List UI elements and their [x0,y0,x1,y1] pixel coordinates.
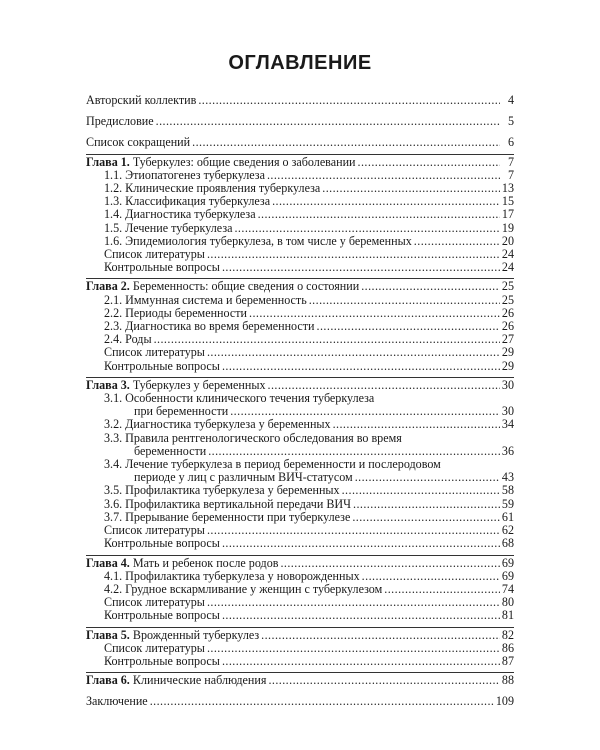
toc-page-number: 58 [501,483,514,498]
toc-leader [361,280,500,293]
toc-page-number: 24 [501,260,514,275]
toc-leader [156,115,500,128]
toc-leader [342,484,500,497]
toc-entry[interactable] [86,642,514,655]
chapter-title: Туберкулез у беременных [132,377,266,392]
toc-entry-text: Список литературы [104,640,205,655]
toc-chapter-2[interactable] [86,278,514,293]
toc-page-number: 20 [501,233,514,248]
toc-entry-3-4[interactable] [86,458,514,484]
toc-page-number: 15 [501,194,514,209]
toc-entry-text: Контрольные вопросы [104,653,220,668]
toc-leader [268,674,499,687]
toc-entry-text: Список литературы [104,595,205,610]
toc-leader [198,94,500,107]
toc-leader [222,609,500,622]
toc-entry-text: 1.6. Эпидемиология туберкулеза, в том числе у беременных [104,233,412,248]
toc-entry[interactable] [86,294,514,307]
toc-leader [207,596,500,609]
page-title: ОГЛАВЛЕНИЕ [228,52,372,74]
toc-leader [362,570,500,583]
toc-entry-text: Контрольные вопросы [104,358,220,373]
toc-entry-text: 4.2. Грудное вскармливание у женщин с туберкулезом [104,581,383,596]
toc-page-number: 6 [507,135,514,150]
chapter-label: Глава 6. [86,673,130,688]
toc-page-number: 29 [501,358,514,373]
toc-entry-text: 1.1. Этиопатогенез туберкулеза [104,167,265,182]
toc-entry-text: 3.6. Профилактика вертикальной передачи ВИЧ [104,496,352,511]
toc-entry-text: 3.4. Лечение туберкулеза в период беременности и послеродовом [104,457,441,472]
toc-leader [261,629,500,642]
toc-leader [192,136,500,149]
toc-page-number: 62 [501,523,514,538]
toc-entry-text: Заключение [86,694,148,709]
toc-page-number: 86 [501,640,514,655]
toc-chapter-3[interactable] [86,377,514,392]
toc-page-number: 34 [501,417,514,432]
toc-leader [150,695,494,708]
toc-entry-text: 1.4. Диагностика туберкулеза [104,207,256,222]
toc-entry-text: Контрольные вопросы [104,608,220,623]
toc-page-number: 26 [501,305,514,320]
toc-entry-authors[interactable] [86,94,514,107]
toc-leader [414,235,500,248]
toc-page-number: 68 [501,536,514,551]
toc-entry-text-cont: беременности [134,443,207,458]
toc-entry-text: Список литературы [104,523,205,538]
toc-leader [222,261,500,274]
toc-entry-text: 3.1. Особенности клинического течения туберкулеза [104,391,375,406]
toc-entry[interactable] [86,261,514,274]
chapter-title: Туберкулез: общие сведения о заболевании [132,154,356,169]
toc-entry[interactable] [86,498,514,511]
toc-leader [207,524,500,537]
toc-chapter-6[interactable] [86,672,514,687]
toc-page-number: 4 [507,93,514,107]
toc-entry-text: 2.2. Периоды беременности [104,305,247,320]
toc-entry-text: 2.3. Диагностика во время беременности [104,319,315,334]
toc-page-number: 87 [501,653,514,668]
toc-entry-3-1[interactable] [86,392,514,418]
toc-leader [353,498,500,511]
toc-entry[interactable] [86,609,514,622]
toc-entry-text: Контрольные вопросы [104,536,220,551]
toc-entry[interactable] [86,418,514,431]
toc-leader [355,471,500,484]
toc-leader [154,333,500,346]
toc-leader [222,537,500,550]
toc-page-number: 82 [501,627,514,642]
toc-leader [258,208,500,221]
toc-entry[interactable] [86,484,514,497]
toc-page-number: 59 [501,496,514,511]
toc-leader [333,418,500,431]
toc-leader [280,557,499,570]
toc-leader [207,642,500,655]
chapter-label: Глава 2. [86,279,130,294]
toc-leader [309,294,500,307]
chapter-label: Глава 4. [86,555,130,570]
toc-page-number: 5 [507,114,514,129]
toc-entry-text: 4.1. Профилактика туберкулеза у новорожденных [104,568,360,583]
toc-page-number: 19 [501,220,514,235]
toc-page-number: 69 [501,568,514,583]
toc-page-number: 36 [501,443,514,458]
toc-entry-text: Контрольные вопросы [104,260,220,275]
toc-page-number: 43 [501,470,514,485]
toc-page-number: 81 [501,608,514,623]
toc-leader [358,156,500,169]
toc-page-number: 109 [495,694,514,709]
toc-entry-text: Предисловие [86,114,154,129]
toc-page-number: 27 [501,332,514,347]
toc-leader [352,511,500,524]
toc-page-number: 25 [501,279,514,294]
toc-entry-text: Список сокращений [86,135,191,150]
toc-entry-text: 3.3. Правила рентгенологического обследования во время [104,430,402,445]
toc-leader [207,346,500,359]
toc-entry[interactable] [86,537,514,550]
toc-page-number: 24 [501,247,514,262]
chapter-title: Клинические наблюдения [132,673,267,688]
toc-entry-text: Список литературы [104,247,205,262]
table-of-contents [86,94,514,709]
toc-leader [317,320,500,333]
toc-chapter-5[interactable] [86,627,514,642]
toc-leader [234,222,499,235]
toc-entry[interactable] [86,222,514,235]
toc-leader [207,248,500,261]
toc-page-number: 25 [501,292,514,307]
toc-page-number: 17 [501,207,514,222]
toc-entry-text: 3.7. Прерывание беременности при туберкулезе [104,509,351,524]
toc-entry-text: 1.3. Классификация туберкулеза [104,194,271,209]
toc-leader [384,583,500,596]
toc-entry-text: 3.5. Профилактика туберкулеза у беременных [104,483,340,498]
toc-chapter-1[interactable] [86,154,514,169]
toc-page-number: 30 [501,377,514,392]
toc-entry-text-cont: при беременности [134,404,229,419]
chapter-title: Беременность: общие сведения о состоянии [132,279,360,294]
toc-page-number: 7 [507,167,514,182]
toc-page-number: 29 [501,345,514,360]
toc-entry-conclusion[interactable] [86,695,514,708]
toc-entry-text: 1.2. Клинические проявления туберкулеза [104,181,321,196]
toc-entry-3-3[interactable] [86,432,514,458]
toc-entry-preface[interactable] [86,115,514,128]
toc-entry-text: 2.4. Роды [104,332,152,347]
toc-entry[interactable] [86,655,514,668]
toc-entry[interactable] [86,570,514,583]
toc-page-number: 69 [501,555,514,570]
chapter-label: Глава 5. [86,627,130,642]
toc-leader [222,360,500,373]
chapter-title: Мать и ребенок после родов [132,555,279,570]
chapter-label: Глава 3. [86,377,130,392]
toc-entry-text: 1.5. Лечение туберкулеза [104,220,233,235]
toc-page-number: 13 [501,181,514,196]
toc-entry-text: 2.1. Иммунная система и беременность [104,292,307,307]
toc-entry-text: 3.2. Диагностика туберкулеза у беременных [104,417,331,432]
toc-page-number: 7 [507,154,514,169]
toc-entry-abbreviations[interactable] [86,136,514,149]
chapter-label: Глава 1. [86,154,130,169]
chapter-title: Врожденный туберкулез [132,627,260,642]
toc-leader [222,655,500,668]
toc-entry-text-cont: периоде у лиц с различным ВИЧ-статусом [134,470,353,485]
toc-page-number: 74 [501,581,514,596]
toc-page-number: 88 [501,673,514,688]
toc-page-number: 80 [501,595,514,610]
toc-chapter-4[interactable] [86,555,514,570]
toc-page-number: 61 [501,509,514,524]
toc-entry[interactable] [86,208,514,221]
toc-page-number: 26 [501,319,514,334]
toc-entry-text: Список литературы [104,345,205,360]
toc-entry-text: Авторский коллектив [86,93,197,107]
toc-leader [272,195,500,208]
toc-entry[interactable] [86,360,514,373]
toc-page-number: 30 [501,404,514,419]
toc-leader [322,182,500,195]
toc-entry[interactable] [86,346,514,359]
